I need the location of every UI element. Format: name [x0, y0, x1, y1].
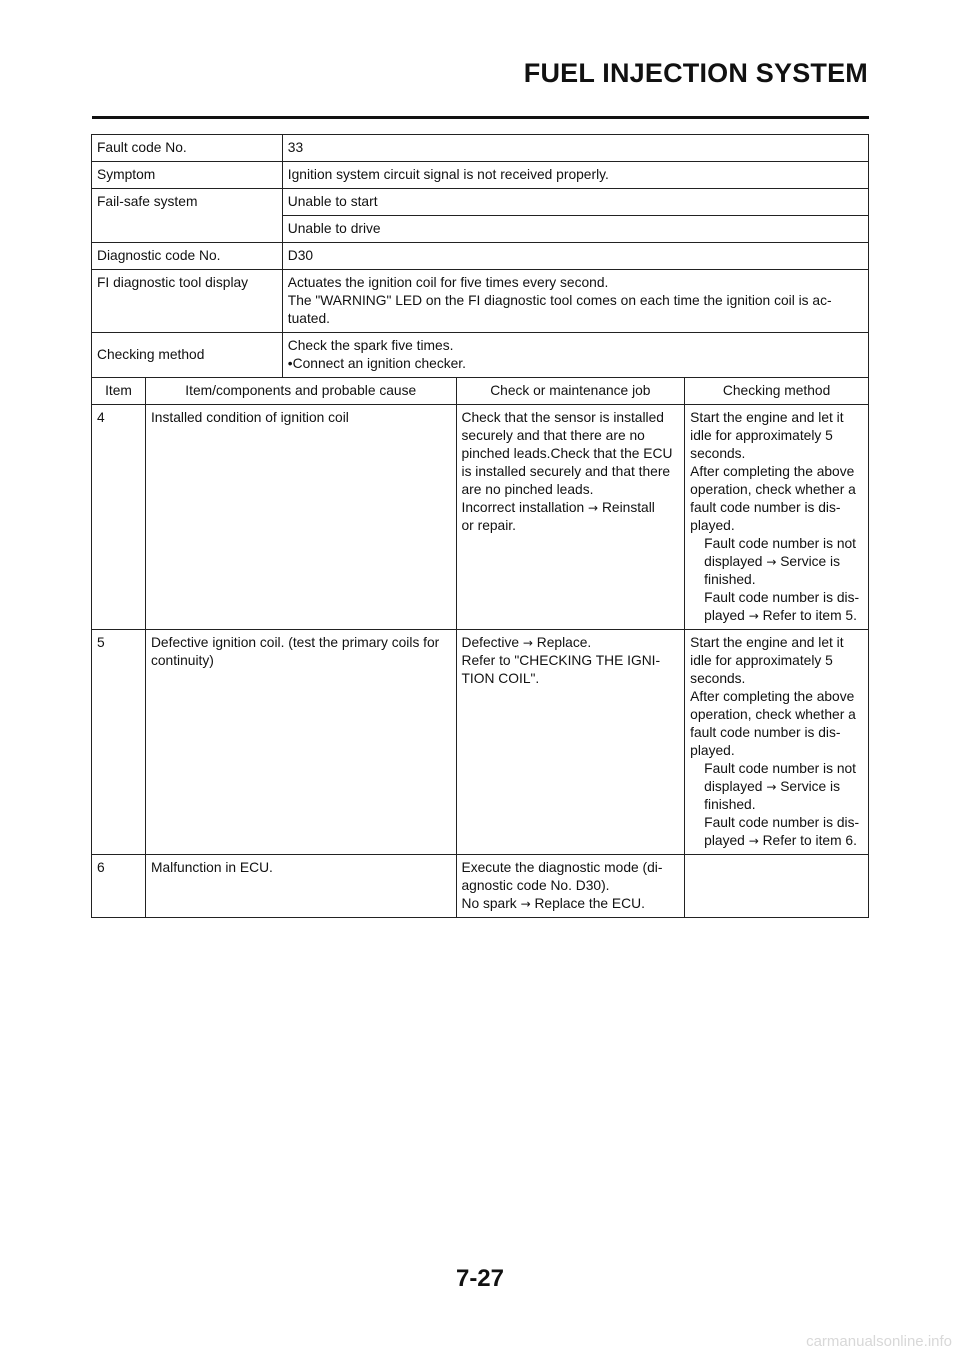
text-fragment: displayed: [704, 554, 763, 569]
text-line: After completing the above: [690, 464, 855, 479]
text-line: operation, check whether a: [690, 707, 856, 722]
text-line: or repair.: [461, 518, 516, 533]
table-row: [92, 630, 869, 855]
text-line: The "WARNING" LED on the FI diagnostic tool comes on each time the ignition coil is ac-: [287, 293, 832, 308]
failsafe-row: [92, 189, 869, 216]
column-header-cause: Item/components and probable cause: [145, 378, 456, 405]
text-line: fault code number is dis-: [690, 725, 841, 740]
item-number: 6: [92, 855, 146, 918]
text-line: finished.: [704, 572, 756, 587]
text-line: tuated.: [287, 311, 330, 326]
text-line: Fault code number is dis-: [704, 590, 860, 605]
method-cell: [685, 630, 869, 855]
text-line: securely and that there are no: [461, 428, 645, 443]
job-cell: [456, 855, 685, 918]
text-fragment: Incorrect installation: [461, 500, 585, 515]
text-line: Installed condition of ignition coil: [150, 410, 349, 425]
text-line: [462, 499, 680, 517]
column-header-item: Item: [92, 378, 146, 405]
checking-method-value: [282, 333, 868, 378]
item-number: 5: [92, 630, 146, 855]
text-line: played.: [690, 743, 735, 758]
bullet-line: • Connect an ignition checker.: [288, 355, 863, 373]
text-fragment: Replace the ECU.: [534, 896, 645, 911]
text-fragment: played: [704, 608, 745, 623]
method-cell: [685, 855, 869, 918]
text-line: Malfunction in ECU.: [150, 860, 273, 875]
fi-display-label: FI diagnostic tool display: [92, 270, 283, 333]
text-fragment: played: [704, 833, 745, 848]
text-fragment: Defective: [461, 635, 520, 650]
diag-code-row: [92, 243, 869, 270]
text-line: idle for approximately 5: [690, 428, 833, 443]
text-line: [690, 832, 863, 850]
text-line: fault code number is dis-: [690, 500, 841, 515]
column-header-row: [92, 378, 869, 405]
text-line: played.: [690, 518, 735, 533]
text-line: Start the engine and let it: [690, 410, 844, 425]
text-line: seconds.: [690, 446, 746, 461]
checking-method-label: Checking method: [92, 333, 283, 378]
arrow-icon: →: [520, 897, 531, 911]
cause-cell: [145, 630, 456, 855]
text-line: is installed securely and that there: [461, 464, 671, 479]
column-header-method: Checking method: [685, 378, 869, 405]
text-line: are no pinched leads.: [461, 482, 594, 497]
fault-code-row: [92, 135, 869, 162]
table-row: [92, 855, 869, 918]
arrow-icon: →: [766, 780, 777, 794]
job-cell: [456, 405, 685, 630]
fi-display-value: [282, 270, 868, 333]
text-line: [462, 634, 680, 652]
text-line: continuity): [150, 653, 214, 668]
text-fragment: Refer to item 5.: [762, 608, 857, 623]
fault-code-label: Fault code No.: [92, 135, 283, 162]
text-line: Check that the sensor is installed: [461, 410, 664, 425]
cause-cell: [145, 405, 456, 630]
arrow-icon: →: [766, 555, 777, 569]
failsafe-value: Unable to drive: [282, 216, 868, 243]
text-fragment: displayed: [704, 779, 763, 794]
failsafe-label: Fail-safe system: [92, 189, 283, 243]
text-fragment: Refer to item 6.: [762, 833, 857, 848]
text-line: [690, 553, 863, 571]
failsafe-value: Unable to start: [282, 189, 868, 216]
symptom-label: Symptom: [92, 162, 283, 189]
item-number: 4: [92, 405, 146, 630]
text-line: Fault code number is not: [704, 761, 857, 776]
text-line: finished.: [704, 797, 756, 812]
fault-code-table: [91, 134, 869, 918]
arrow-icon: →: [748, 609, 759, 623]
text-line: Fault code number is dis-: [704, 815, 860, 830]
page-title: FUEL INJECTION SYSTEM: [523, 58, 868, 88]
table-row: [92, 405, 869, 630]
watermark: carmanualsonline.info: [806, 1333, 952, 1350]
text-line: idle for approximately 5: [690, 653, 833, 668]
text-line: TION COIL".: [461, 671, 540, 686]
job-cell: [456, 630, 685, 855]
text-fragment: No spark: [461, 896, 517, 911]
text-fragment: Service is: [780, 554, 841, 569]
text-fragment: Reinstall: [601, 500, 655, 515]
text-line: Defective ignition coil. (test the primary coils for: [150, 635, 440, 650]
text-line: seconds.: [690, 671, 746, 686]
page-number: 7-27: [455, 1265, 505, 1292]
fault-code-value: 33: [282, 135, 868, 162]
text-line: Refer to "CHECKING THE IGNI-: [461, 653, 661, 668]
text-line: Execute the diagnostic mode (di-: [461, 860, 663, 875]
arrow-icon: →: [522, 636, 533, 650]
arrow-icon: →: [748, 834, 759, 848]
symptom-row: [92, 162, 869, 189]
symptom-value: Ignition system circuit signal is not received properly.: [282, 162, 868, 189]
text-line: [690, 607, 863, 625]
column-header-job: Check or maintenance job: [456, 378, 685, 405]
text-line: agnostic code No. D30).: [461, 878, 610, 893]
diag-code-label: Diagnostic code No.: [92, 243, 283, 270]
text-fragment: Replace.: [536, 635, 592, 650]
checking-method-row: [92, 333, 869, 378]
text-line: Fault code number is not: [704, 536, 857, 551]
text-line: Start the engine and let it: [690, 635, 844, 650]
text-line: Actuates the ignition coil for five times every second.: [287, 275, 609, 290]
text-line: pinched leads.Check that the ECU: [461, 446, 673, 461]
text-line: Check the spark five times.: [287, 338, 454, 353]
text-line: [690, 778, 863, 796]
text-line: After completing the above: [690, 689, 855, 704]
text-fragment: Service is: [780, 779, 841, 794]
cause-cell: [145, 855, 456, 918]
title-rule: [92, 116, 869, 119]
text-line: operation, check whether a: [690, 482, 856, 497]
diag-code-value: D30: [282, 243, 868, 270]
text-line: [462, 895, 680, 913]
fi-display-row: [92, 270, 869, 333]
method-cell: [685, 405, 869, 630]
arrow-icon: →: [588, 501, 599, 515]
